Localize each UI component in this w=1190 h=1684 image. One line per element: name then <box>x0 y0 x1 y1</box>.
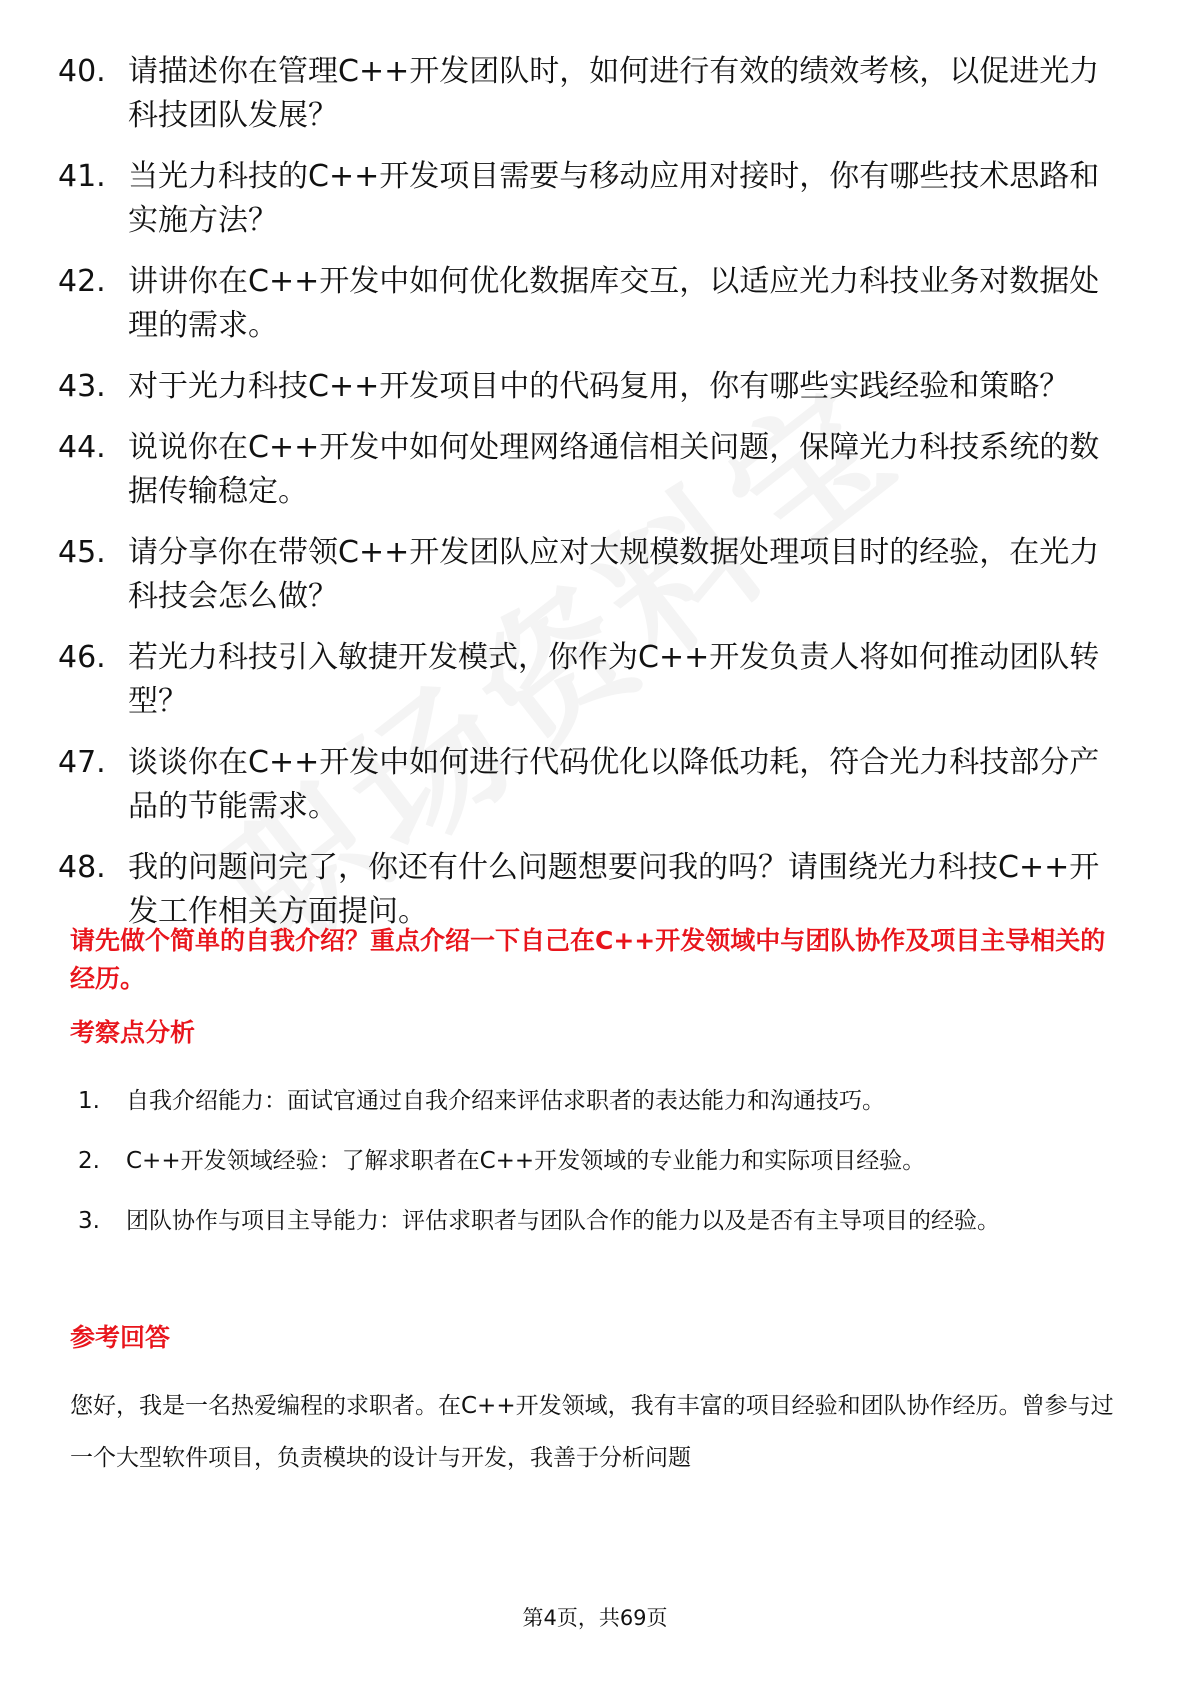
question-number: 46. <box>58 640 106 675</box>
featured-question-heading: 请先做个简单的自我介绍？重点介绍一下自己在C++开发领域中与团队协作及项目主导相关的经历。 <box>70 926 1106 993</box>
analysis-point <box>78 1196 1118 1247</box>
question-text: 若光力科技引入敏捷开发模式，你作为C++开发负责人将如何推动团队转型？ <box>128 640 1100 719</box>
question-item <box>58 741 1118 829</box>
question-item <box>58 365 1118 409</box>
question-item <box>58 846 1118 934</box>
analysis-point-number: 1. <box>78 1088 100 1114</box>
question-item <box>58 50 1118 138</box>
page-footer: 第4页，共69页 <box>522 1606 668 1630</box>
question-number: 42. <box>58 264 106 299</box>
question-item <box>58 155 1118 243</box>
question-number: 40. <box>58 54 106 89</box>
question-number: 44. <box>58 430 106 465</box>
question-text: 当光力科技的C++开发项目需要与移动应用对接时，你有哪些技术思路和实施方法？ <box>128 159 1100 238</box>
analysis-point-text: C++开发领域经验：了解求职者在C++开发领域的专业能力和实际项目经验。 <box>126 1148 926 1174</box>
analysis-point-number: 2. <box>78 1148 100 1174</box>
analysis-point <box>78 1136 1118 1187</box>
question-text: 谈谈你在C++开发中如何进行代码优化以降低功耗，符合光力科技部分产品的节能需求。 <box>128 745 1100 824</box>
question-text: 请描述你在管理C++开发团队时，如何进行有效的绩效考核，以促进光力科技团队发展？ <box>128 54 1100 133</box>
analysis-point <box>78 1076 1118 1127</box>
analysis-point-number: 3. <box>78 1208 100 1234</box>
question-number: 45. <box>58 535 106 570</box>
answer-body: 您好，我是一名热爱编程的求职者。在C++开发领域，我有丰富的项目经验和团队协作经历。曾参与过一个大型软件项目，负责模块的设计与开发，我善于分析问题 <box>70 1393 1114 1471</box>
question-number: 48. <box>58 850 106 885</box>
question-item <box>58 426 1118 514</box>
question-text: 说说你在C++开发中如何处理网络通信相关问题，保障光力科技系统的数据传输稳定。 <box>128 430 1100 509</box>
question-number: 47. <box>58 745 106 780</box>
question-text: 我的问题问完了，你还有什么问题想要问我的吗？请围绕光力科技C++开发工作相关方面提问。 <box>128 850 1100 929</box>
question-item <box>58 531 1118 619</box>
question-number: 41. <box>58 159 106 194</box>
answer-title: 参考回答 <box>70 1323 171 1352</box>
question-item <box>58 260 1118 348</box>
question-text: 讲讲你在C++开发中如何优化数据库交互，以适应光力科技业务对数据处理的需求。 <box>128 264 1100 343</box>
question-text: 对于光力科技C++开发项目中的代码复用，你有哪些实践经验和策略？ <box>128 369 1070 404</box>
question-list <box>58 50 1118 951</box>
question-number: 43. <box>58 369 106 404</box>
question-item <box>58 636 1118 724</box>
analysis-point-text: 自我介绍能力：面试官通过自我介绍来评估求职者的表达能力和沟通技巧。 <box>126 1088 885 1114</box>
analysis-title: 考察点分析 <box>70 1018 196 1047</box>
question-text: 请分享你在带领C++开发团队应对大规模数据处理项目时的经验，在光力科技会怎么做？ <box>128 535 1100 614</box>
analysis-point-list <box>78 1076 1118 1256</box>
analysis-point-text: 团队协作与项目主导能力：评估求职者与团队合作的能力以及是否有主导项目的经验。 <box>126 1208 1000 1234</box>
